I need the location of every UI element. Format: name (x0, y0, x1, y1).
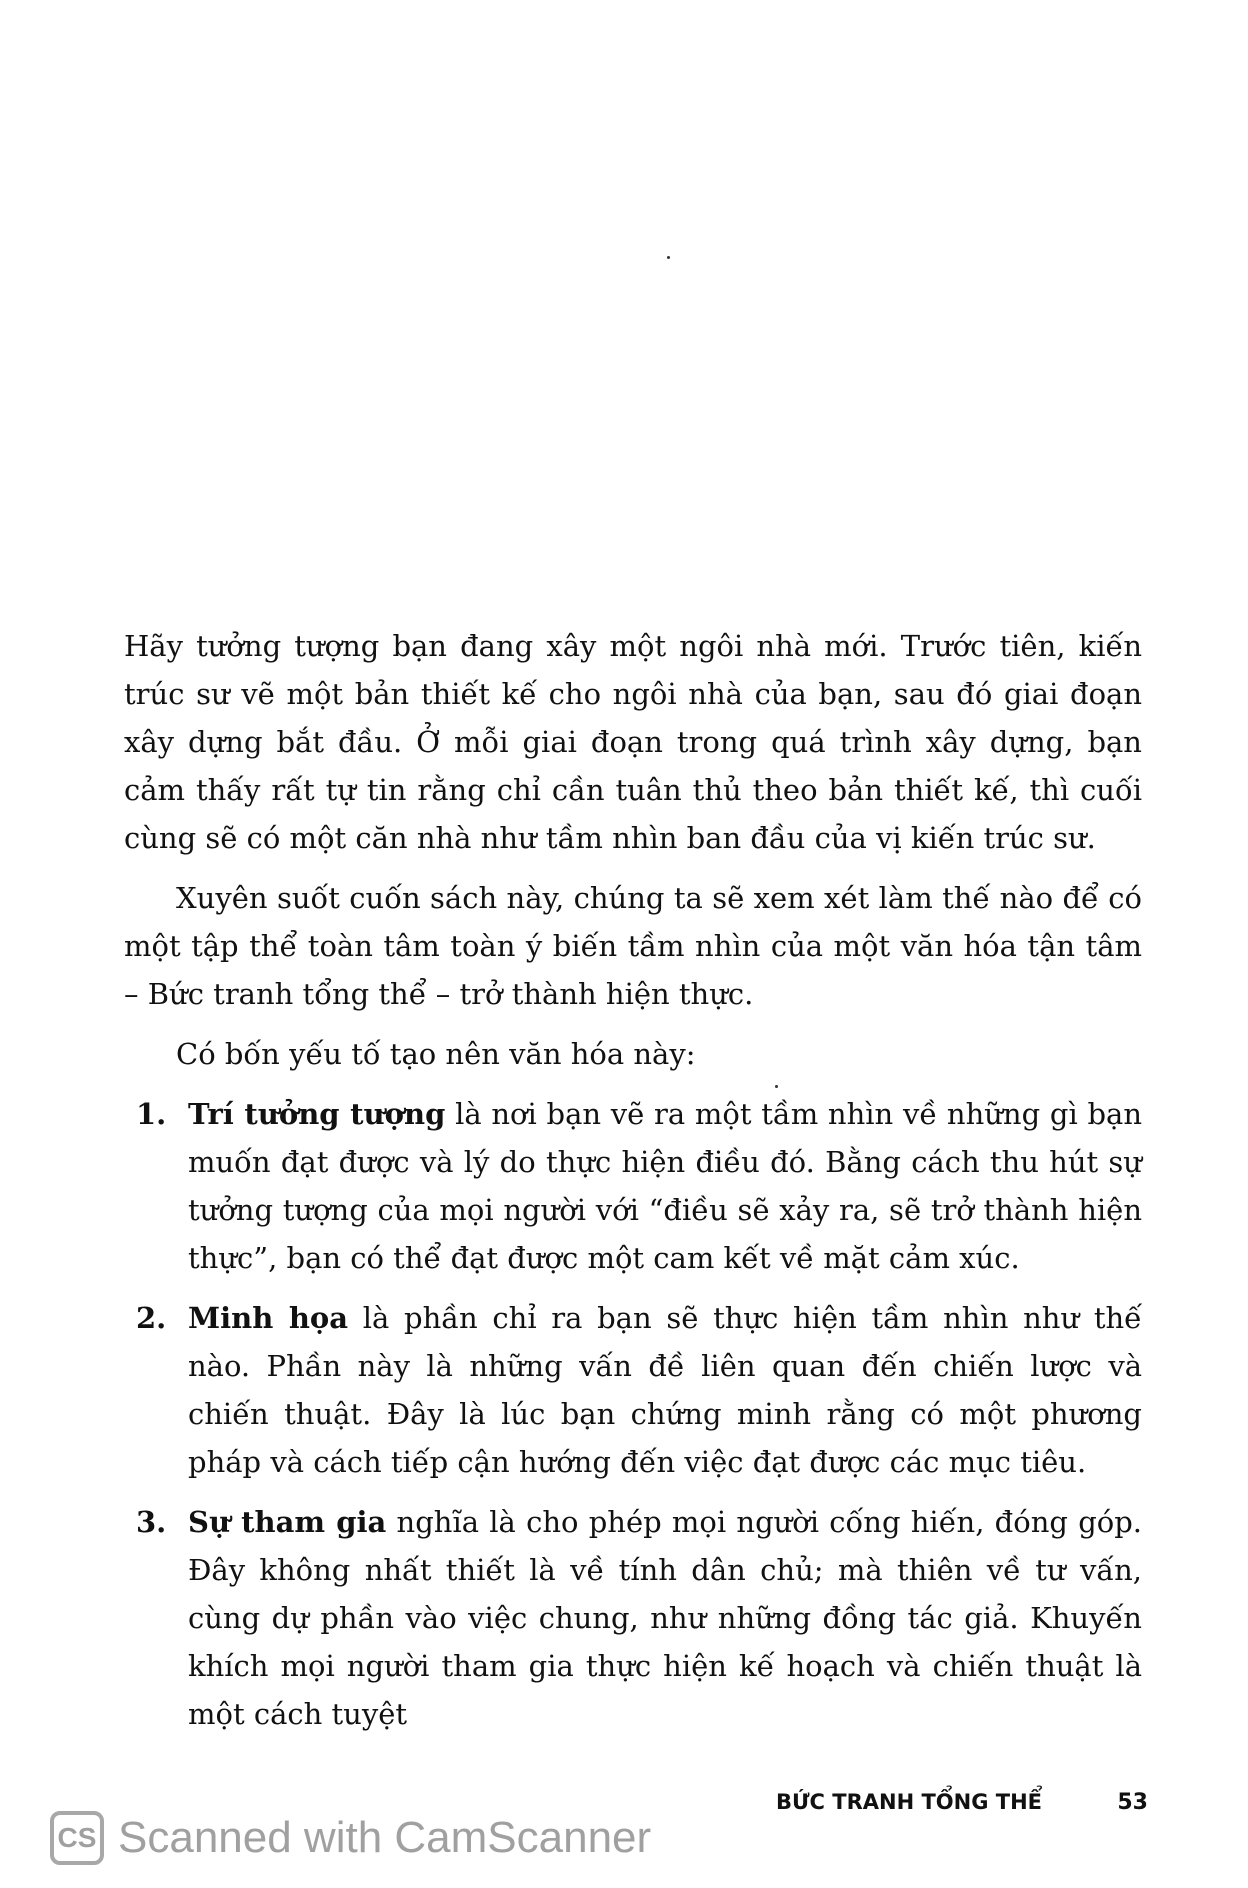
paragraph-book-overview: Xuyên suốt cuốn sách này, chúng ta sẽ xem xét làm thế nào để có một tập thể toàn tâm toàn ý biến tầm nhìn của một văn hóa tận tâm – Bức tranh tổng thể – trở thành hiện thực. (124, 881, 1142, 1011)
camscanner-logo-icon: CS (50, 1811, 104, 1865)
list-number: 2. (136, 1301, 167, 1335)
list-term: Trí tưởng tượng (188, 1097, 446, 1131)
list-item (136, 1498, 1142, 1738)
scan-speck (667, 256, 670, 259)
watermark-text: Scanned with CamScanner (118, 1813, 652, 1862)
list-term: Sự tham gia (188, 1505, 387, 1539)
paragraph-intro: Hãy tưởng tượng bạn đang xây một ngôi nhà mới. Trước tiên, kiến trúc sư vẽ một bản thiết kế cho ngôi nhà của bạn, sau đó giai đoạn xây dựng bắt đầu. Ở mỗi giai đoạn trong quá trình xây dựng, bạn cảm thấy rất tự tin rằng chỉ cần tuân thủ theo bản thiết kế, thì cuối cùng sẽ có một căn nhà như tầm nhìn ban đầu của vị kiến trúc sư. (124, 629, 1142, 855)
list-term: Minh họa (188, 1301, 349, 1335)
list-item (136, 1090, 1142, 1282)
body-text (124, 622, 1142, 1750)
list-item (136, 1294, 1142, 1486)
page-number: 53 (1117, 1790, 1148, 1815)
list-text: là nơi bạn vẽ ra một tầm nhìn về những gì bạn muốn đạt được và lý do thực hiện điều đó. Bằng cách thu hút sự tưởng tượng của mọi người với “điều sẽ xảy ra, sẽ trở thành hiện thực”, bạn có thể đạt được một cam kết về mặt cảm xúc. (188, 1097, 1143, 1275)
running-head: BỨC TRANH TỔNG THỂ (775, 1790, 1042, 1814)
list-number: 1. (136, 1097, 167, 1131)
list-text: nghĩa là cho phép mọi người cống hiến, đóng góp. Đây không nhất thiết là về tính dân chủ; mà thiên về tư vấn, cùng dự phần vào việc chung, như những đồng tác giả. Khuyến khích mọi người tham gia thực hiện kế hoạch và chiến thuật là một cách tuyệt (188, 1505, 1142, 1731)
camscanner-watermark (50, 1808, 651, 1868)
paragraph-list-lead: Có bốn yếu tố tạo nên văn hóa này: (176, 1037, 696, 1071)
list-text: là phần chỉ ra bạn sẽ thực hiện tầm nhìn như thế nào. Phần này là những vấn đề liên quan đến chiến lược và chiến thuật. Đây là lúc bạn chứng minh rằng có một phương pháp và cách tiếp cận hướng đến việc đạt được các mục tiêu. (188, 1301, 1142, 1479)
list-number: 3. (136, 1505, 167, 1539)
